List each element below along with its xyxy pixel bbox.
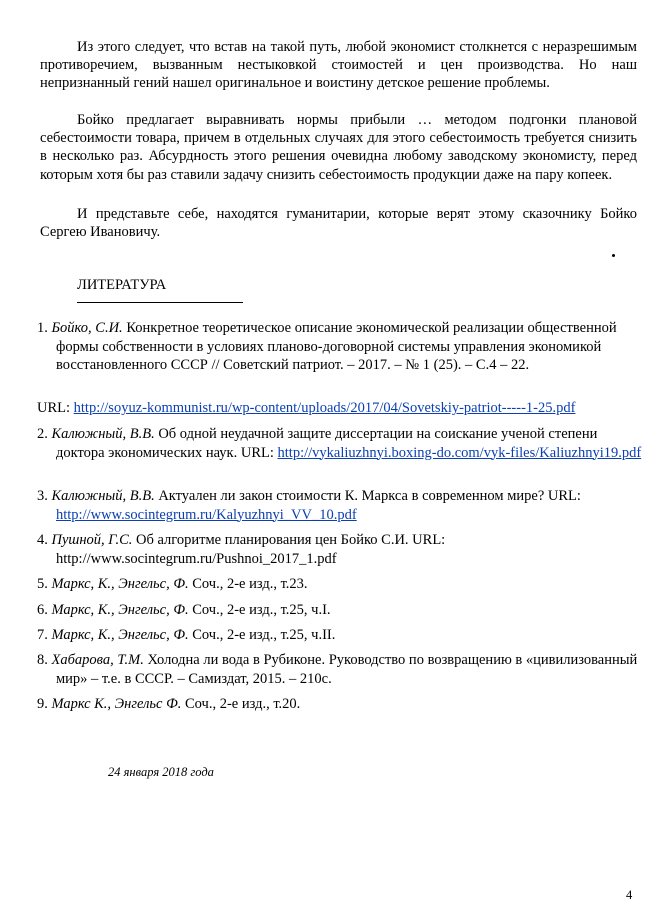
paragraph-1: Из этого следует, что встав на такой путь, любой экономист столкнется с неразрешимым противоречием, вызванным нестыковкой стоимостей и цен производства. Но наш непризнанный гений нашел оригинальное и воистину детское решение проблемы. bbox=[40, 39, 637, 92]
reference-item-9 bbox=[37, 695, 646, 714]
reference-item-4 bbox=[37, 531, 646, 568]
reference-text: Соч., 2-е изд., т.25, ч.II. bbox=[188, 627, 336, 643]
reference-text: Соч., 2-е изд., т.25, ч.I. bbox=[188, 602, 331, 618]
reference-author: Калюжный, В.В. bbox=[51, 488, 155, 504]
page-number: 4 bbox=[626, 888, 633, 902]
reference-text: Холодна ли вода в Рубиконе. Руководство по возвращению в «цивилизованный мир» – т.е. в СССР. – Самиздат, 2015. – 210с. bbox=[56, 652, 638, 687]
reference-3-link[interactable]: http://www.socintegrum.ru/Kalyuzhnyi_VV_10.pdf bbox=[56, 506, 357, 523]
literature-heading: ЛИТЕРАТУРА bbox=[77, 277, 167, 293]
reference-number: 1. bbox=[37, 320, 52, 336]
reference-text: Соч., 2-е изд., т.23. bbox=[188, 576, 308, 592]
reference-item-6 bbox=[37, 601, 646, 620]
reference-number: 3. bbox=[37, 488, 52, 504]
reference-item-1 bbox=[37, 319, 646, 375]
reference-item-7 bbox=[37, 626, 646, 645]
reference-number: 8. bbox=[37, 652, 52, 668]
reference-text: Соч., 2-е изд., т.20. bbox=[181, 696, 301, 712]
reference-number: 7. bbox=[37, 627, 52, 643]
reference-author: Бойко, С.И. bbox=[51, 320, 123, 336]
paragraph-2: Бойко предлагает выравнивать нормы прибыли … методом подгонки плановой себестоимости товара, причем в отдельных случаях для этого себестоимость требуется снизить в несколько раз. Абсурдность этого решения очевидна любому заводскому экономисту, перед которым хотя бы раз ставили задачу снизить себестоимость продукции даже на пару копеек. bbox=[40, 112, 637, 183]
reference-item-8 bbox=[37, 651, 646, 688]
heading-rule bbox=[77, 302, 243, 303]
reference-2-link[interactable]: http://vykaliuzhnyi.boxing-do.com/vyk-files/Kaliuzhnyi19.pdf bbox=[277, 444, 642, 461]
reference-author: Маркс, К., Энгельс, Ф. bbox=[51, 576, 189, 592]
stray-dot bbox=[612, 254, 615, 257]
url-prefix: URL: bbox=[37, 400, 74, 416]
reference-text: Конкретное теоретическое описание экономической реализации общественной формы собственности в условиях планово-договорной системы управления экономикой восстановленного СССР // Советский патриот. – 2017. – № 1 (25). – С.4 – 22. bbox=[56, 320, 617, 373]
reference-author: Калюжный, В.В. bbox=[51, 426, 155, 442]
reference-number: 2. bbox=[37, 426, 52, 442]
reference-author: Хабарова, Т.М. bbox=[51, 652, 144, 668]
reference-1-link[interactable]: http://soyuz-kommunist.ru/wp-content/uploads/2017/04/Sovetskiy-patriot-----1-25.pdf bbox=[73, 400, 576, 416]
url-prefix: URL: bbox=[240, 444, 278, 461]
reference-number: 4. bbox=[37, 532, 52, 548]
reference-item-3 bbox=[37, 487, 646, 524]
reference-author: Маркс, К., Энгельс, Ф. bbox=[51, 602, 189, 618]
reference-text: Об алгоритме планирования цен Бойко С.И. URL: http://www.socintegrum.ru/Pushnoi_2017_1.pdf bbox=[56, 532, 446, 567]
reference-number: 5. bbox=[37, 576, 52, 592]
reference-author: Маркс, К., Энгельс, Ф. bbox=[51, 627, 189, 643]
paragraph-3: И представьте себе, находятся гуманитарии, которые верят этому сказочнику Бойко Сергею Ивановичу. bbox=[40, 206, 637, 241]
reference-text: Актуален ли закон стоимости К. Маркса в современном мире? bbox=[154, 488, 548, 504]
document-date: 24 января 2018 года bbox=[108, 765, 214, 779]
reference-author: Пушной, Г.С. bbox=[51, 532, 133, 548]
reference-number: 6. bbox=[37, 602, 52, 618]
reference-item-2 bbox=[37, 425, 646, 462]
url-prefix: URL: bbox=[547, 488, 581, 504]
reference-number: 9. bbox=[37, 696, 52, 712]
reference-text: Об одной неудачной защите диссертации на соискание ученой степени доктора экономических наук. bbox=[56, 426, 598, 461]
reference-item-5 bbox=[37, 575, 646, 594]
reference-author: Маркс К., Энгельс Ф. bbox=[51, 696, 182, 712]
reference-1-url-line bbox=[37, 399, 575, 418]
